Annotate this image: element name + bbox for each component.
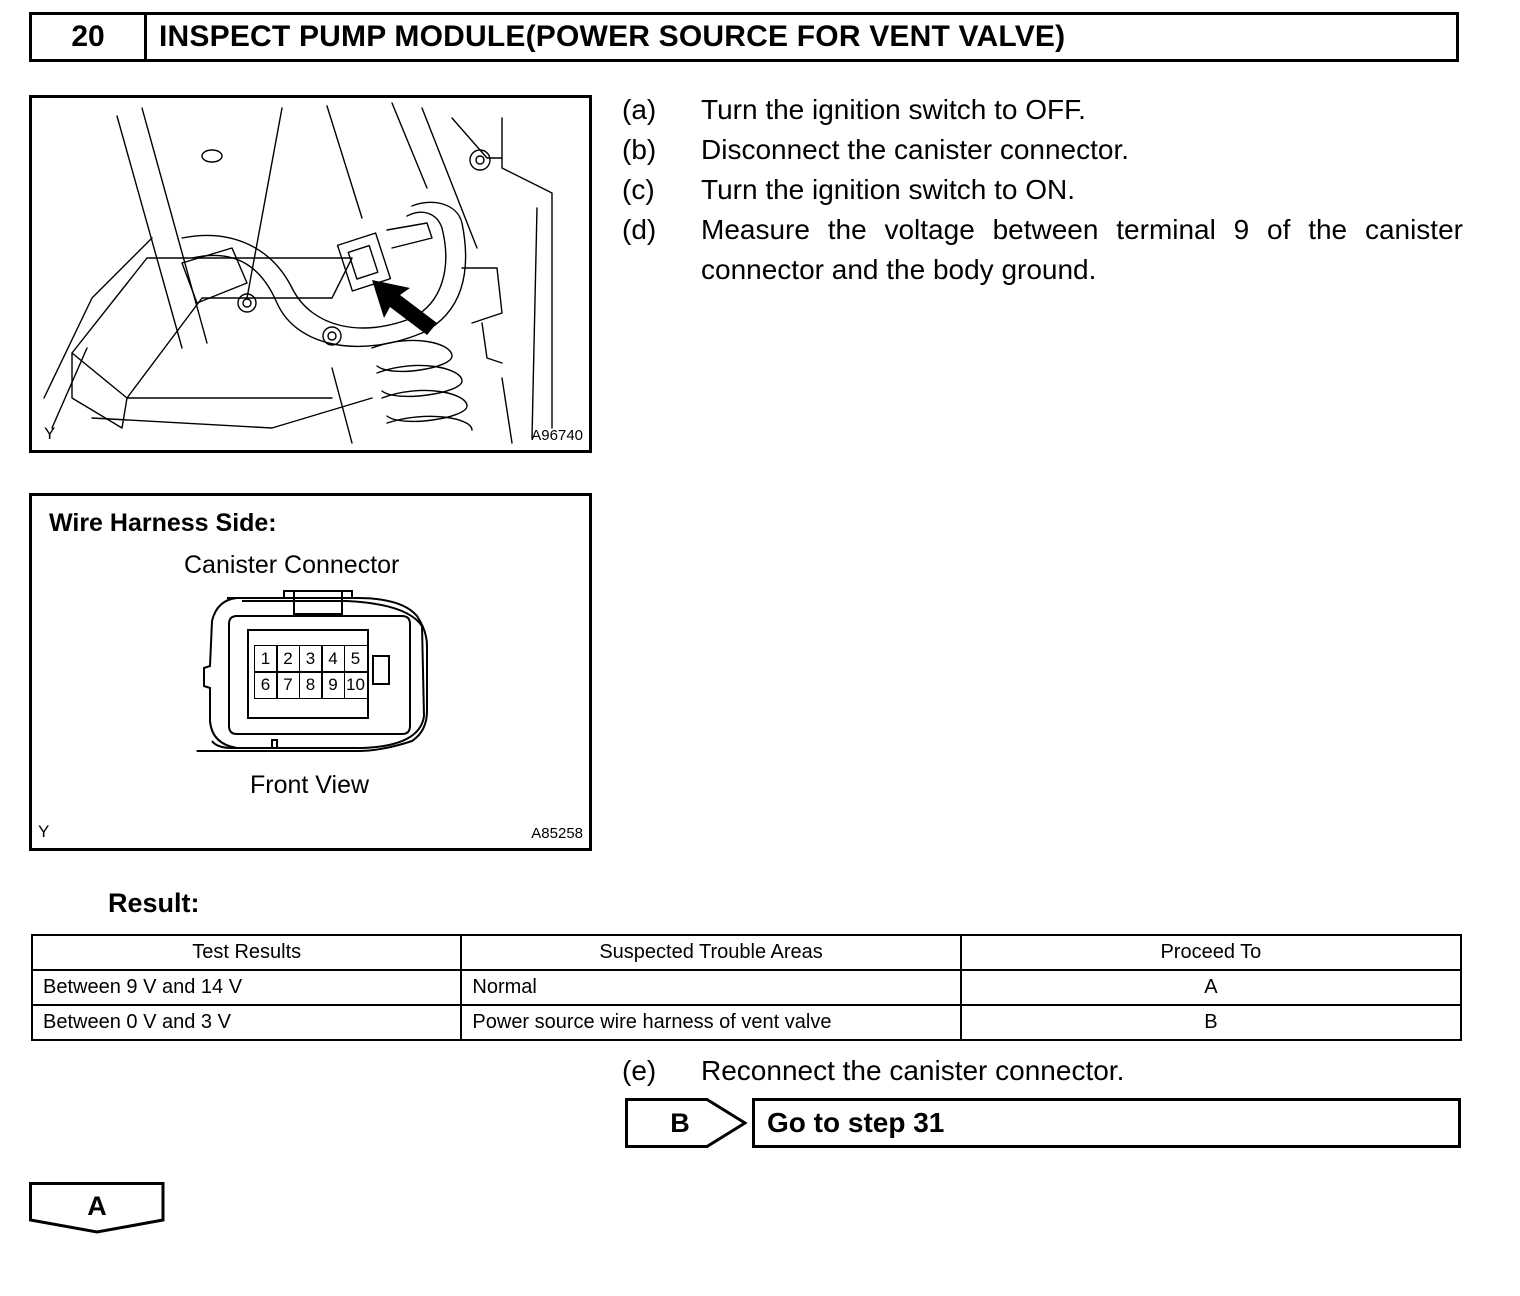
step-number: 20 (32, 15, 147, 59)
terminal-cell: 6 (254, 671, 278, 699)
terminal-cell: 2 (276, 645, 300, 673)
figure2-code: A85258 (531, 825, 583, 842)
header-suspected-trouble-areas: Suspected Trouble Areas (461, 935, 960, 970)
cell-trouble-area: Power source wire harness of vent valve (461, 1005, 960, 1040)
terminal-row-2 (255, 673, 368, 700)
result-table (31, 934, 1462, 1041)
step-c-label: (c) (622, 174, 655, 205)
terminal-cell: 8 (299, 671, 323, 699)
wire-harness-side-heading: Wire Harness Side: (49, 509, 277, 537)
terminal-cell: 5 (344, 645, 368, 673)
a-label: A (87, 1190, 107, 1221)
pump-module-location-illustration (29, 95, 592, 453)
header-proceed-to: Proceed To (961, 935, 1461, 970)
step-c-text: Turn the ignition switch to ON. (701, 174, 1076, 205)
step-e-text: Reconnect the canister connector. (701, 1055, 1125, 1086)
front-view-label: Front View (250, 771, 370, 799)
step-a-text: Turn the ignition switch to OFF. (701, 94, 1086, 125)
figure1-y-mark: Y (44, 424, 56, 443)
step-title: INSPECT PUMP MODULE(POWER SOURCE FOR VENT VALVE) (159, 20, 1066, 53)
b-label: B (670, 1107, 690, 1138)
table-row (32, 1005, 1461, 1040)
cell-test-result: Between 9 V and 14 V (32, 970, 461, 1005)
terminal-cell: 3 (299, 645, 323, 673)
step-b-label: (b) (622, 134, 657, 165)
cell-trouble-area: Normal (461, 970, 960, 1005)
terminal-cell: 7 (276, 671, 300, 699)
canister-connector-label: Canister Connector (184, 551, 400, 579)
step-header (29, 12, 1459, 62)
figure1-code: A96740 (531, 427, 583, 444)
canister-connector-diagram (29, 493, 592, 851)
result-a-button[interactable] (29, 1182, 165, 1234)
terminal-cell: 4 (321, 645, 345, 673)
cell-proceed-to: A (961, 970, 1461, 1005)
step-a-label: (a) (622, 94, 657, 125)
result-label: Result: (108, 888, 200, 918)
step-e-label: (e) (622, 1055, 657, 1086)
result-b-button[interactable] (625, 1098, 747, 1148)
terminal-row-1 (255, 646, 368, 673)
figure2-y-mark: Y (38, 822, 50, 841)
terminal-cell: 9 (321, 671, 345, 699)
terminal-cell: 10 (344, 671, 368, 699)
step-d-label: (d) (622, 214, 657, 245)
terminal-cell: 1 (254, 645, 278, 673)
step-b-text: Disconnect the canister connector. (701, 134, 1130, 165)
table-header-row (32, 935, 1461, 970)
table-row (32, 970, 1461, 1005)
cell-test-result: Between 0 V and 3 V (32, 1005, 461, 1040)
terminal-grid (255, 646, 368, 699)
header-test-results: Test Results (32, 935, 461, 970)
go-to-step-box[interactable]: Go to step 31 (752, 1098, 1461, 1148)
cell-proceed-to: B (961, 1005, 1461, 1040)
step-d-text: Measure the voltage between terminal 9 of the canister connector and the body ground. (701, 214, 1463, 285)
engine-bay-drawing (32, 98, 589, 450)
